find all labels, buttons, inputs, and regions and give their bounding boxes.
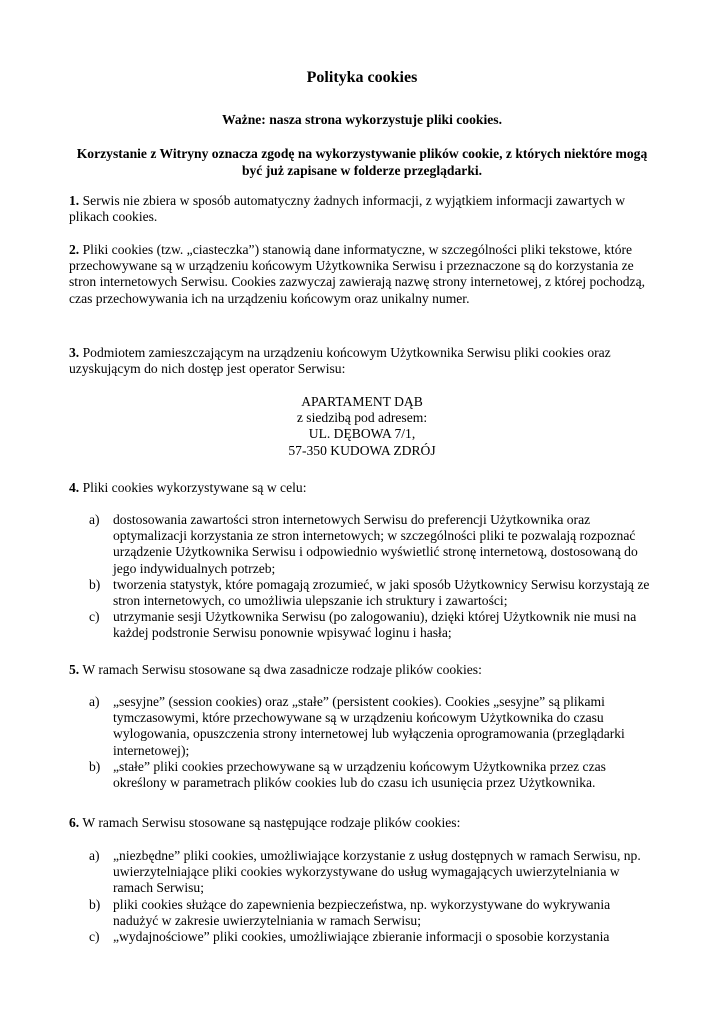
section-5-number: 5.	[69, 662, 80, 677]
section-6-number: 6.	[69, 815, 80, 830]
list-item	[69, 929, 655, 945]
list-item	[69, 577, 655, 609]
list-marker: b)	[89, 896, 101, 912]
list-marker: a)	[89, 512, 100, 527]
list-item-text: „sesyjne” (session cookies) oraz „stałe” (persistent cookies). Cookies „sesyjne” są plikami tymczasowymi, które przechowywane są w urządzeniu końcowym Użytkownika do czasu wylogowania, opuszczenia strony internetowej lub wyłączenia oprogramowania (przeglądarki internetowej);	[113, 694, 625, 758]
page-title: Polityka cookies	[306, 69, 418, 86]
list-item	[69, 694, 655, 759]
consent-statement: Korzystanie z Witryny oznacza zgodę na wykorzystywanie plików cookie, z których niektóre mogą być już zapisane w folderze przeglądarki.	[76, 146, 648, 178]
section-4-number: 4.	[69, 480, 80, 495]
section-6-list	[69, 848, 655, 945]
list-item	[69, 759, 655, 791]
list-marker: b)	[89, 576, 101, 592]
list-marker: a)	[89, 848, 100, 863]
section-4	[69, 480, 655, 496]
list-marker: c)	[89, 929, 100, 945]
list-item-text: tworzenia statystyk, które pomagają zrozumieć, w jaki sposób Użytkownicy Serwisu korzystają ze stron internetowych, co umożliwia ulepszanie ich struktury i zawartości;	[113, 576, 650, 609]
list-item-text: „niezbędne” pliki cookies, umożliwiające korzystanie z usług dostępnych w ramach Serwisu, np. uwierzytelniające pliki cookies wykorzystywane do usług wymagających uwierzytelniania w ramach Serwisu;	[113, 848, 641, 896]
list-item	[69, 512, 655, 577]
address-intro: z siedzibą pod adresem:	[296, 410, 428, 426]
list-marker: c)	[89, 609, 100, 625]
section-3	[69, 345, 655, 377]
list-item	[69, 848, 655, 897]
list-item	[69, 897, 655, 929]
list-marker: a)	[89, 694, 100, 709]
section-5	[69, 662, 655, 678]
list-item-text: „stałe” pliki cookies przechowywane są w urządzeniu końcowym Użytkownika przez czas określony w parametrach plików cookies lub do czasu ich usunięcia przez Użytkownika.	[113, 758, 606, 791]
section-1-number: 1.	[69, 193, 80, 208]
section-4-text: Pliki cookies wykorzystywane są w celu:	[79, 480, 307, 495]
section-2	[69, 242, 655, 307]
cookie-notice: Ważne: nasza strona wykorzystuje pliki cookies.	[222, 112, 502, 127]
section-3-number: 3.	[69, 345, 80, 360]
address-street: UL. DĘBOWA 7/1,	[308, 426, 416, 442]
section-2-text: Pliki cookies (tzw. „ciasteczka”) stanowią dane informatyczne, w szczególności pliki tekstowe, które przechowywane są w urządzeniu końcowym Użytkownika Serwisu i przeznaczone są do korzystania ze stron internetowych Serwisu. Cookies zazwyczaj zawierają nazwę strony internetowej, z której pochodzą, czas przechowywania ich na urządzeniu końcowym oraz unikalny numer.	[69, 242, 646, 306]
section-1-text: Serwis nie zbiera w sposób automatyczny żadnych informacji, z wyjątkiem informacji zawartych w plikach cookies.	[69, 193, 626, 225]
section-4-list	[69, 512, 655, 642]
address-city: 57-350 KUDOWA ZDRÓJ	[288, 442, 436, 458]
list-marker: b)	[89, 758, 101, 774]
operator-address	[0, 394, 724, 459]
list-item-text: utrzymanie sesji Użytkownika Serwisu (po zalogowaniu), dzięki której Użytkownik nie musi na każdej podstronie Serwisu ponownie wpisywać loginu i hasła;	[113, 609, 637, 641]
section-6	[69, 815, 655, 831]
section-2-number: 2.	[69, 242, 80, 257]
section-5-list	[69, 694, 655, 791]
list-item-text: dostosowania zawartości stron internetowych Serwisu do preferencji Użytkownika oraz optymalizacji korzystania ze stron internetowych; w szczególności pliki te pozwalają rozpoznać urządzenie Użytkownika Serwisu i odpowiednio wyświetlić stronę internetową, dostosowaną do jego indywidualnych potrzeb;	[113, 512, 638, 576]
list-item-text: „wydajnościowe” pliki cookies, umożliwiające zbieranie informacji o sposobie korzystania	[113, 929, 610, 945]
section-1	[69, 193, 655, 225]
section-6-text: W ramach Serwisu stosowane są następujące rodzaje plików cookies:	[79, 815, 461, 830]
section-5-text: W ramach Serwisu stosowane są dwa zasadnicze rodzaje plików cookies:	[79, 662, 482, 677]
operator-name: APARTAMENT DĄB	[301, 394, 423, 409]
section-3-text: Podmiotem zamieszczającym na urządzeniu końcowym Użytkownika Serwisu pliki cookies oraz uzyskującym do nich dostęp jest operator Serwisu:	[69, 345, 611, 377]
list-item-text: pliki cookies służące do zapewnienia bezpieczeństwa, np. wykorzystywane do wykrywania nadużyć w zakresie uwierzytelniania w ramach Serwisu;	[113, 896, 611, 928]
list-item	[69, 609, 655, 641]
